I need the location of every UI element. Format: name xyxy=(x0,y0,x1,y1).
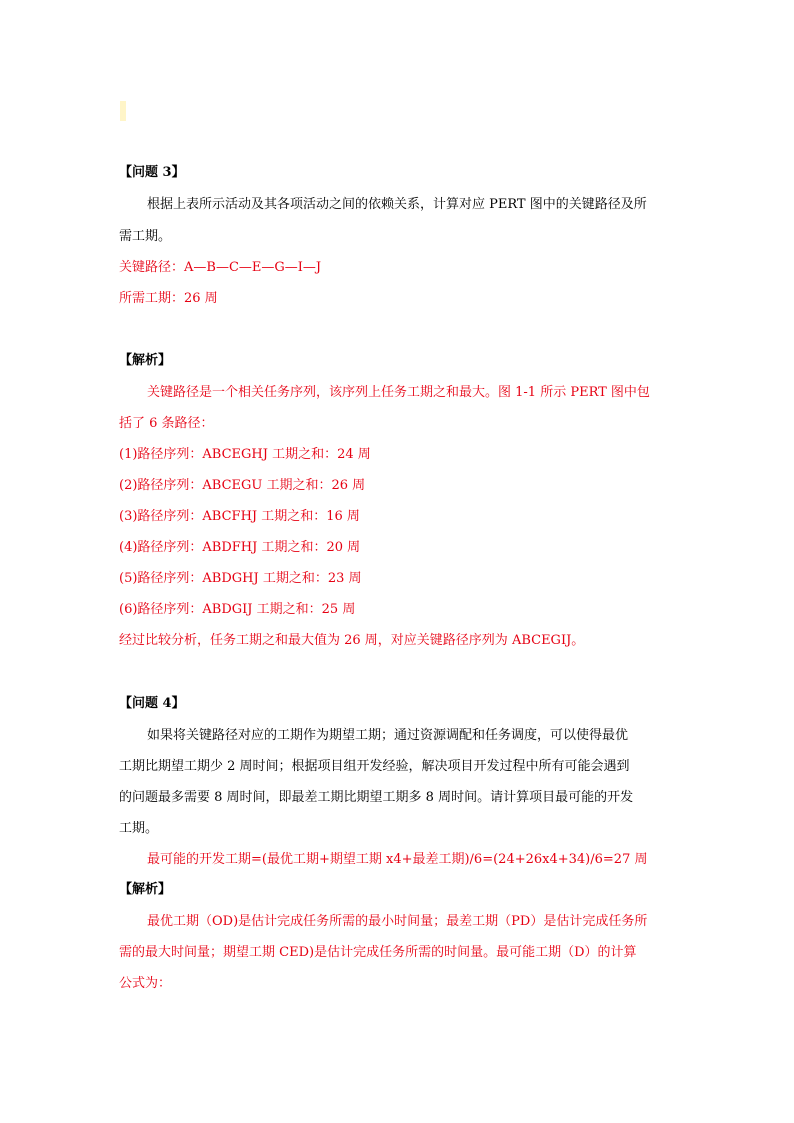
q3-question-line1: 根据上表所示活动及其各项活动之间的依赖关系，计算对应 PERT 图中的关键路径及所 xyxy=(147,197,647,212)
q3-answer-duration: 所需工期：26 周 xyxy=(119,291,218,306)
highlight-mark xyxy=(120,101,126,121)
analysis3-heading: 【解析】 xyxy=(119,353,172,368)
q4-line4: 工期。 xyxy=(119,821,159,836)
path-item-6: (6)路径序列：ABDGIJ 工期之和：25 周 xyxy=(119,602,356,617)
path-item-1: (1)路径序列：ABCEGHJ 工期之和：24 周 xyxy=(119,447,371,462)
q3-heading: 【问题 3】 xyxy=(119,165,185,180)
analysis4-line3: 公式为： xyxy=(119,976,172,991)
q4-heading: 【问题 4】 xyxy=(119,696,185,711)
q4-answer: 最可能的开发工期=(最优工期+期望工期 x4+最差工期)/6=(24+26x4+34)/6=27 周 xyxy=(147,852,648,867)
q4-line3: 的问题最多需要 8 周时间，即最差工期比期望工期多 8 周时间。请计算项目最可能的开发 xyxy=(119,790,634,805)
q4-line1: 如果将关键路径对应的工期作为期望工期；通过资源调配和任务调度，可以使得最优 xyxy=(147,728,629,743)
path-item-4: (4)路径序列：ABDFHJ 工期之和：20 周 xyxy=(119,540,361,555)
path-item-3: (3)路径序列：ABCFHJ 工期之和：16 周 xyxy=(119,509,360,524)
analysis3-line1: 关键路径是一个相关任务序列，该序列上任务工期之和最大。图 1-1 所示 PERT 图中包 xyxy=(147,385,650,400)
analysis3-conclusion: 经过比较分析，任务工期之和最大值为 26 周，对应关键路径序列为 ABCEGIJ。 xyxy=(119,633,585,648)
analysis3-line2: 括了 6 条路径： xyxy=(119,416,214,431)
q3-answer-path: 关键路径：A—B—C—E—G—I—J xyxy=(119,260,322,275)
analysis4-heading: 【解析】 xyxy=(119,882,172,897)
q4-line2: 工期比期望工期少 2 周时间；根据项目组开发经验，解决项目开发过程中所有可能会遇到 xyxy=(119,759,630,774)
q3-question-line2: 需工期。 xyxy=(119,229,172,244)
path-item-5: (5)路径序列：ABDGHJ 工期之和：23 周 xyxy=(119,571,362,586)
analysis4-line1: 最优工期（OD)是估计完成任务所需的最小时间量；最差工期（PD）是估计完成任务所 xyxy=(147,914,648,929)
path-item-2: (2)路径序列：ABCEGU 工期之和：26 周 xyxy=(119,478,366,493)
analysis4-line2: 需的最大时间量；期望工期 CED)是估计完成任务所需的时间量。最可能工期（D）的计算 xyxy=(119,945,637,960)
